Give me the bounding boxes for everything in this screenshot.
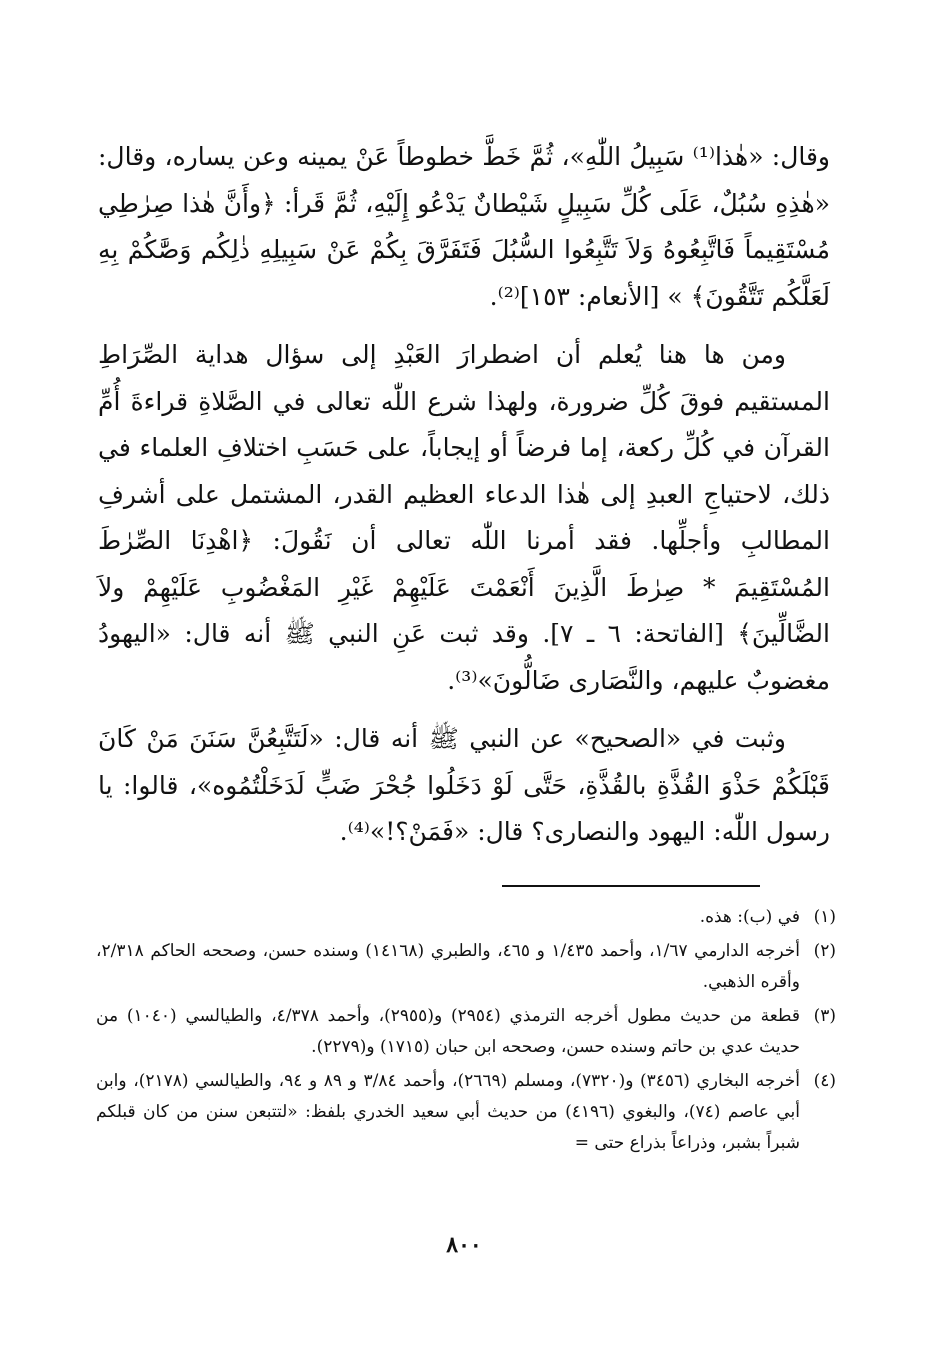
footnote-separator — [502, 885, 760, 887]
footnote-2 — [96, 936, 836, 998]
paragraph-3: وثبت في «الصحيح» عن النبي ﷺ أنه قال: «لَتَتَّبِعُنَّ سَنَنَ مَنْ كَانَ قَبْلَكُمْ حَذْوَ القُذَّةِ بالقُذَّةِ، حَتَّى لَوْ دَخَلُوا جُحْرَ ضَبٍّ لَدَخَلْتُمُوه»، قالوا: يا رسول اللّٰه: اليهود والنصارى؟ قال: «فَمَنْ؟!»⁽⁴⁾. — [98, 724, 830, 846]
footnote-number: (١) — [813, 907, 836, 927]
footnote-number: (٤) — [813, 1071, 836, 1091]
footnote-text: أخرجه الدارمي ١/٦٧، وأحمد ١/٤٣٥ و ٤٦٥، والطبري (١٤١٦٨) وسنده حسن، وصححه الحاكم ٢/٣١٨، وأقره الذهبي. — [96, 941, 800, 992]
footnote-text: في (ب): هذه. — [699, 907, 800, 927]
page-number: ٨٠٠ — [446, 1232, 482, 1258]
footnote-text: قطعة من حديث مطول أخرجه الترمذي (٢٩٥٤) و(٢٩٥٥)، وأحمد ٤/٣٧٨، والطيالسي (١٠٤٠) من حديث عدي بن حاتم وسنده حسن، وصححه ابن حبان (١٧١٥) و(٢٢٧٩). — [96, 1006, 800, 1057]
main-text — [98, 134, 830, 856]
footnote-number: (٢) — [813, 941, 836, 961]
paragraph-1: وقال: «هٰذا⁽¹⁾ سَبِيلُ اللّٰهِ»، ثُمَّ خَطَّ خطوطاً عَنْ يمينه وعن يساره، وقال: «هٰذِهِ سُبُلٌ، عَلَى كُلِّ سَبِيلٍ شَيْطانٌ يَدْعُو إِلَيْهِ، ثُمَّ قَرأ: ﴿وأَنَّ هٰذا صِرٰطِي مُسْتَقِيماً فَاتَّبِعُوهُ وَلاَ تَتَّبِعُوا السُّبُلَ فَتَفَرَّقَ بِكُمْ عَنْ سَبِيلِهِ ذٰلِكُم وَصَّٰكُمْ بِهِ لَعَلَّكُم تَتَّقُونَ﴾ » [الأنعام: ١٥٣]⁽²⁾. — [98, 142, 830, 311]
footnote-text: أخرجه البخاري (٣٤٥٦) و(٧٣٢٠)، ومسلم (٢٦٦٩)، وأحمد ٣/٨٤ و ٨٩ و ٩٤، والطيالسي (٢١٧٨)، وابن أبي عاصم (٧٤)، والبغوي (٤١٩٦) من حديث أبي سعيد الخدري بلفظ: «لتتبعن سنن من كان قبلكم شبراً بشبر، وذراعاً بذراع حتى = — [96, 1071, 801, 1153]
paragraph-2: ومن ها هنا يُعلم أن اضطرارَ العَبْدِ إلى سؤال هداية الصِّرَاطِ المستقيم فوقَ كُلِّ ضرورة، ولهذا شرع اللّٰه تعالى في الصَّلاةِ قراءةَ أُمِّ القرآن في كُلِّ ركعة، إما فرضاً أو إيجاباً، على حَسَبِ اختلافِ العلماء في ذلك، لاحتياجِ العبدِ إلى هٰذا الدعاء العظيم القدر، المشتمل على أشرفِ المطالبِ وأجلِّها. فقد أمرنا اللّٰه تعالى أن نَقُولَ: ﴿اهْدِنَا الصِّرٰطَ المُسْتَقِيمَ * صِرٰطَ الَّذِينَ أَنْعَمْتَ عَلَيْهِمْ غَيْرِ المَغْضُوبِ عَلَيْهِمْ ولاَ الضَّالِّينَ﴾ [الفاتحة: ٦ ـ ٧]. وقد ثبت عَنِ النبي ﷺ أنه قال: «اليهودُ مغضوبٌ عليهم، والنَّصَارى ضَالُّونَ»⁽³⁾. — [98, 340, 830, 695]
footnote-4 — [96, 1066, 836, 1159]
footnote-3 — [96, 1001, 836, 1063]
footnote-number: (٣) — [813, 1006, 836, 1026]
footnotes — [96, 902, 836, 1162]
footnote-1 — [96, 902, 836, 933]
